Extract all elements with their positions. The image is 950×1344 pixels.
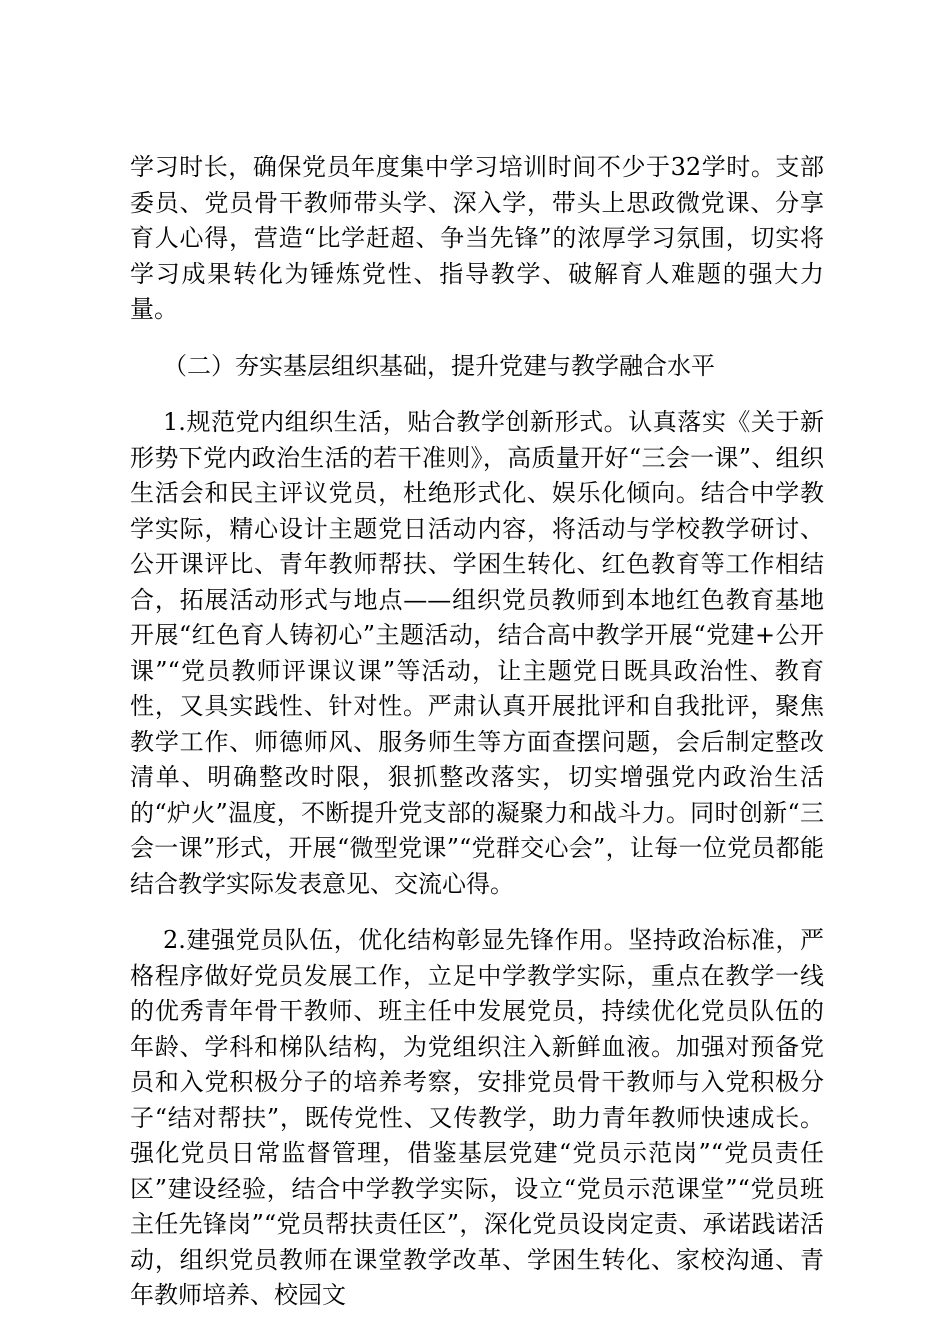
section-heading: （二）夯实基层组织基础，提升党建与教学融合水平 xyxy=(163,351,715,380)
paragraph-item-2: 2.建强党员队伍，优化结构彰显先锋作用。坚持政治标准，严格程序做好党员发展工作，立足中学教学实际，重点在教学一线的优秀青年骨干教师、班主任中发展党员，持续优化党员队伍的年龄、学科和梯队结构，为党组织注入新鲜血液。加强对预备党员和入党积极分子的培养考察，安排党员骨干教师与入党积极分子“结对帮扶”，既传党性、又传教学，助力青年教师快速成长。强化党员日常监督管理，借鉴基层党建“党员示范岗”“党员责任区”建设经验，结合中学教学实际，设立“党员示范课堂”“党员班主任先锋岗”“党员帮扶责任区”，深化党员设岗定责、承诺践诺活动，组织党员教师在课堂教学改革、学困生转化、家校沟通、青年教师培养、校园文 xyxy=(130,926,824,1309)
paragraph-item-1: 1.规范党内组织生活，贴合教学创新形式。认真落实《关于新形势下党内政治生活的若干准则》，高质量开好“三会一课”、组织生活会和民主评议党员，杜绝形式化、娱乐化倾向。结合中学教学实际，精心设计主题党日活动内容，将活动与学校教学研讨、公开课评比、青年教师帮扶、学困生转化、红色教育等工作相结合，拓展活动形式与地点——组织党员教师到本地红色教育基地开展“红色育人铸初心”主题活动，结合高中教学开展“党建+公开课”“党员教师评课议课”等活动，让主题党日既具政治性、教育性，又具实践性、针对性。严肃认真开展批评和自我批评，聚焦教学工作、师德师风、服务师生等方面查摆问题，会后制定整改清单、明确整改时限，狠抓整改落实，切实增强党内政治生活的“炉火”温度，不断提升党支部的凝聚力和战斗力。同时创新“三会一课”形式，开展“微型党课”“党群交心会”，让每一位党员都能结合教学实际发表意见、交流心得。 xyxy=(130,408,824,898)
document-page xyxy=(130,150,824,1314)
paragraph-continuation: 学习时长，确保党员年度集中学习培训时间不少于32学时。支部委员、党员骨干教师带头学、深入学，带头上思政微党课、分享育人心得，营造“比学赶超、争当先锋”的浓厚学习氛围，切实将学习成果转化为锤炼党性、指导教学、破解育人难题的强大力量。 xyxy=(130,153,824,323)
